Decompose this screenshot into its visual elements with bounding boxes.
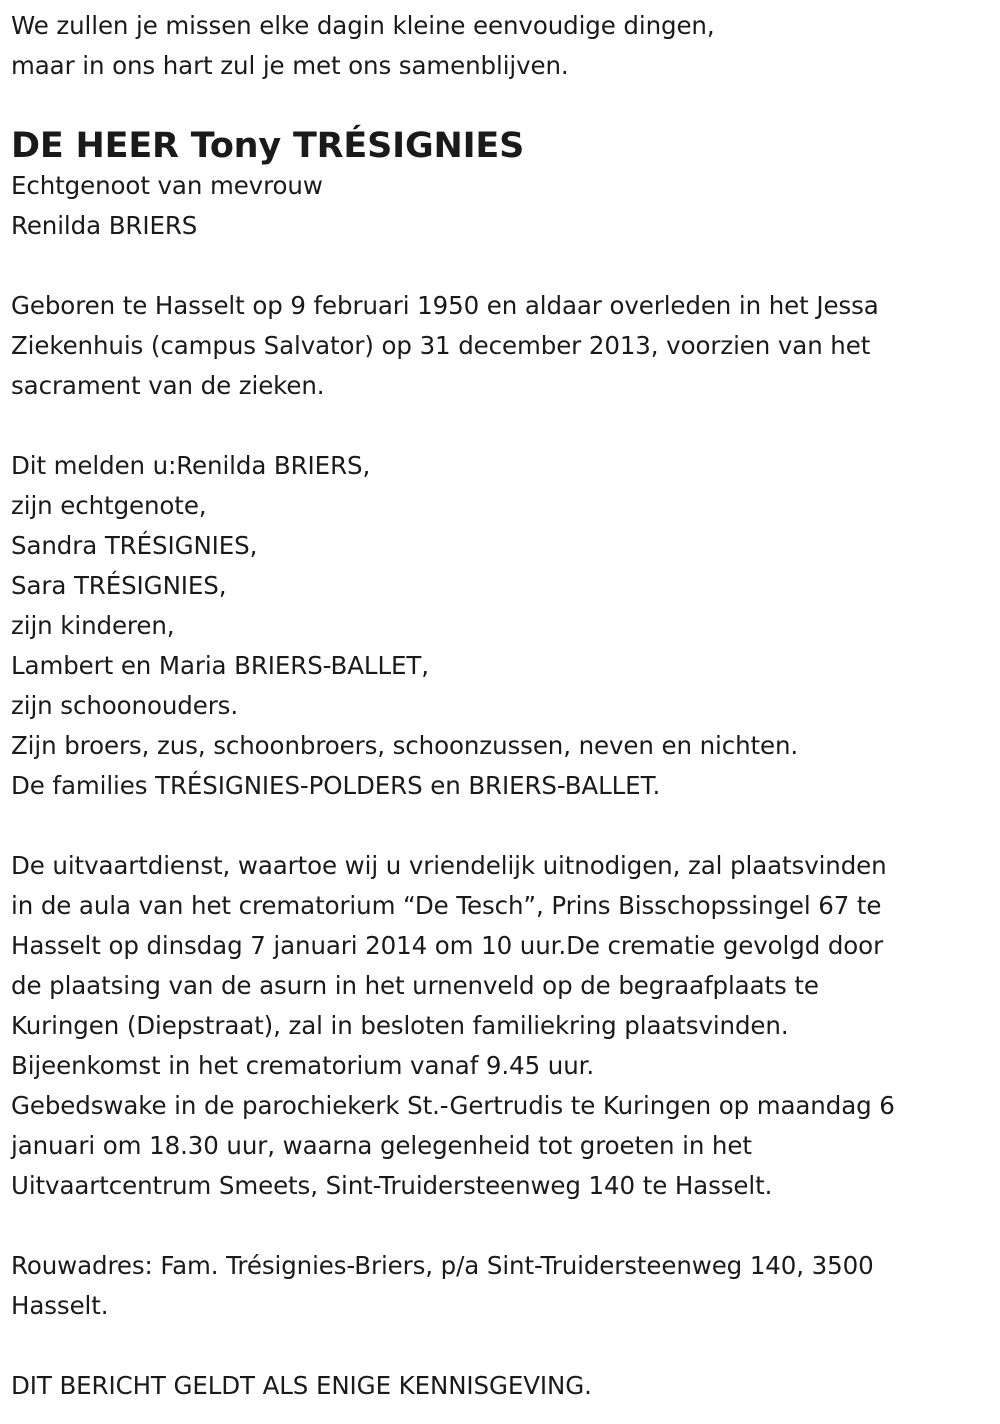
service-line: Gebedswake in de parochiekerk St.-Gertrudis te Kuringen op maandag 6 xyxy=(11,1091,895,1120)
family-line: zijn schoonouders. xyxy=(11,691,239,720)
service-line: De uitvaartdienst, waartoe wij u vriendelijk uitnodigen, zal plaatsvinden xyxy=(11,851,887,880)
spouse-block xyxy=(11,166,986,246)
spouse-line: Renilda BRIERS xyxy=(11,211,198,240)
birth-line: sacrament van de zieken. xyxy=(11,371,325,400)
service-line: de plaatsing van de asurn in het urnenveld op de begraafplaats te xyxy=(11,971,819,1000)
family-line: Zijn broers, zus, schoonbroers, schoonzussen, neven en nichten. xyxy=(11,731,799,760)
mourning-address xyxy=(11,1246,986,1326)
service-line: Kuringen (Diepstraat), zal in besloten familiekring plaatsvinden. xyxy=(11,1011,789,1040)
intro-verse xyxy=(11,6,986,86)
obituary-document xyxy=(11,6,986,1406)
address-line: Hasselt. xyxy=(11,1291,109,1320)
paragraph-gap xyxy=(11,1326,986,1366)
family-announcement xyxy=(11,446,986,806)
intro-line: maar in ons hart zul je met ons samenblijven. xyxy=(11,51,569,80)
service-line: januari om 18.30 uur, waarna gelegenheid tot groeten in het xyxy=(11,1131,752,1160)
service-line: in de aula van het crematorium “De Tesch”, Prins Bisschopssingel 67 te xyxy=(11,891,882,920)
deceased-name-title: DE HEER Tony TRÉSIGNIES xyxy=(11,126,525,166)
family-line: Sara TRÉSIGNIES, xyxy=(11,571,227,600)
birth-line: Geboren te Hasselt op 9 februari 1950 en aldaar overleden in het Jessa xyxy=(11,291,879,320)
birth-line: Ziekenhuis (campus Salvator) op 31 december 2013, voorzien van het xyxy=(11,331,871,360)
spouse-line: Echtgenoot van mevrouw xyxy=(11,171,323,200)
family-line: zijn kinderen, xyxy=(11,611,175,640)
birth-death-paragraph xyxy=(11,286,986,406)
service-line: Uitvaartcentrum Smeets, Sint-Truidersteenweg 140 te Hasselt. xyxy=(11,1171,773,1200)
service-line: Hasselt op dinsdag 7 januari 2014 om 10 uur.De crematie gevolgd door xyxy=(11,931,884,960)
family-line: zijn echtgenote, xyxy=(11,491,207,520)
funeral-service-paragraph xyxy=(11,846,986,1206)
paragraph-gap xyxy=(11,246,986,286)
service-line: Bijeenkomst in het crematorium vanaf 9.45 uur. xyxy=(11,1051,595,1080)
closing-notice: DIT BERICHT GELDT ALS ENIGE KENNISGEVING. xyxy=(11,1371,592,1400)
family-line: Dit melden u:Renilda BRIERS, xyxy=(11,451,371,480)
paragraph-gap xyxy=(11,806,986,846)
family-line: Sandra TRÉSIGNIES, xyxy=(11,531,258,560)
family-line: De families TRÉSIGNIES-POLDERS en BRIERS-BALLET. xyxy=(11,771,661,800)
address-line: Rouwadres: Fam. Trésignies-Briers, p/a Sint-Truidersteenweg 140, 3500 xyxy=(11,1251,874,1280)
family-line: Lambert en Maria BRIERS-BALLET, xyxy=(11,651,429,680)
intro-line: We zullen je missen elke dagin kleine eenvoudige dingen, xyxy=(11,11,715,40)
paragraph-gap xyxy=(11,406,986,446)
paragraph-gap xyxy=(11,1206,986,1246)
